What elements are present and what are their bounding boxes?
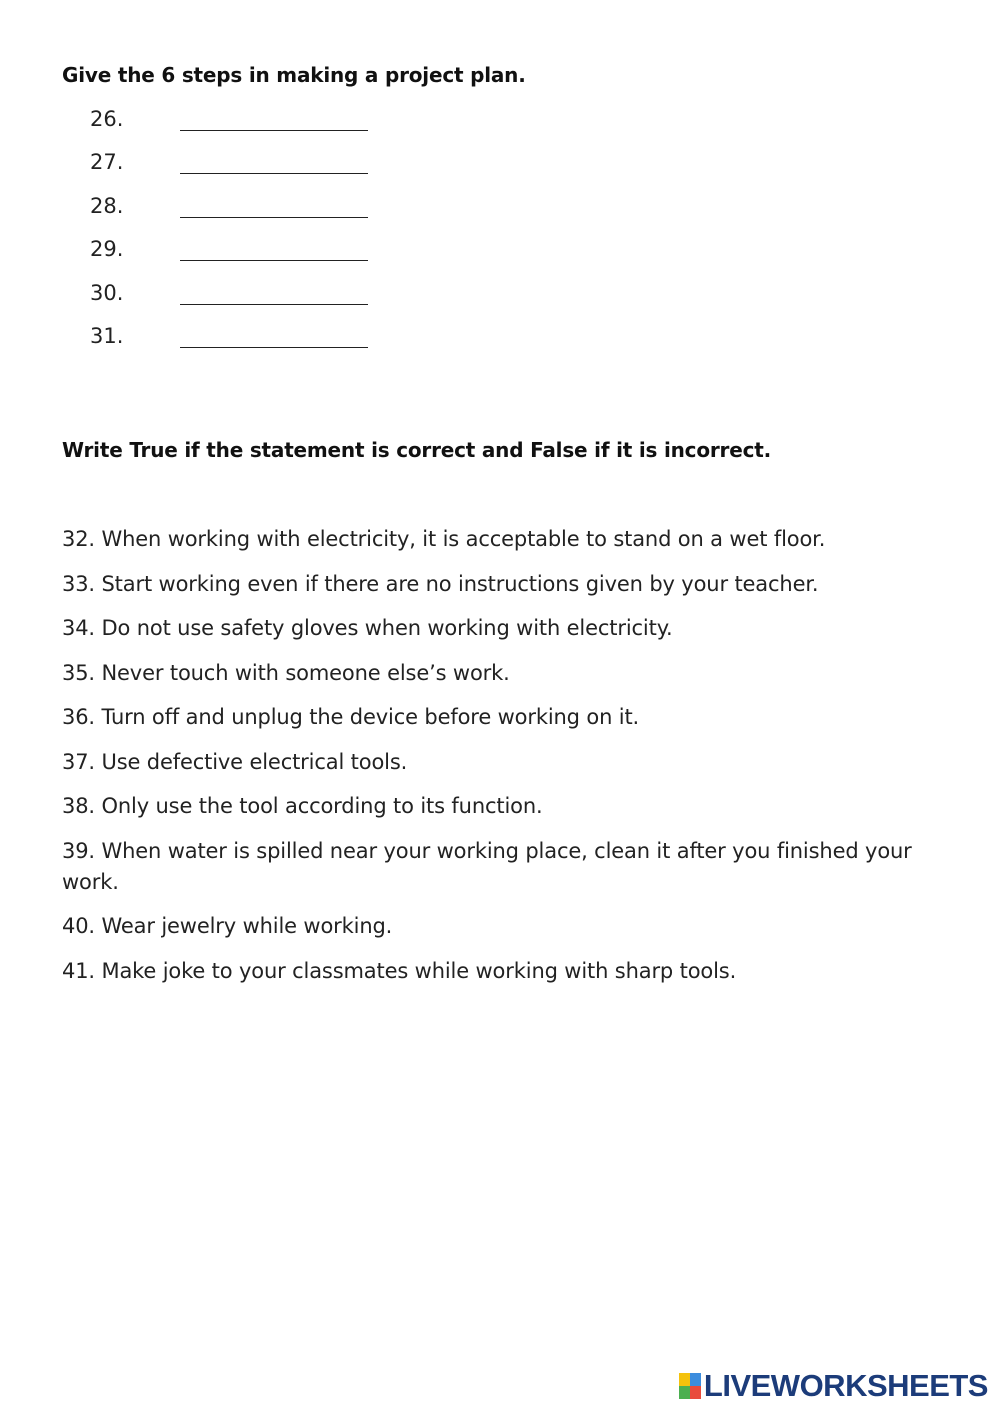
statement-item: 32. When working with electricity, it is acceptable to stand on a wet floor. — [62, 527, 826, 551]
statement-item: 36. Turn off and unplug the device before working on it. — [62, 705, 640, 729]
statement-item: 33. Start working even if there are no instructions given by your teacher. — [62, 571, 819, 596]
answer-blank[interactable] — [180, 324, 368, 348]
project-plan-steps-list — [90, 105, 368, 365]
step-item — [90, 105, 368, 148]
step-number: 26. — [90, 107, 124, 131]
statement-item: 39. When water is spilled near your working place, clean it after you finished your work. — [62, 838, 912, 894]
step-number: 30. — [90, 280, 124, 305]
logo-text: LIVEWORKSHEETS — [703, 1368, 988, 1403]
step-number: 29. — [90, 237, 124, 262]
true-false-statements-list — [62, 524, 942, 1000]
step-number: 27. — [90, 150, 124, 175]
statement-item: 37. Use defective electrical tools. — [62, 749, 408, 774]
answer-blank[interactable] — [180, 107, 368, 131]
step-item — [90, 279, 368, 322]
statement-item: 40. Wear jewelry while working. — [62, 914, 393, 938]
statement-item: 35. Never touch with someone else’s work. — [62, 660, 510, 685]
liveworksheets-logo-icon — [679, 1373, 701, 1399]
answer-blank[interactable] — [180, 150, 368, 174]
answer-blank[interactable] — [180, 281, 368, 305]
statement-item: 41. Make joke to your classmates while working with sharp tools. — [62, 958, 737, 983]
step-item — [90, 322, 368, 365]
section-heading-project-plan: Give the 6 steps in making a project plan. — [62, 63, 526, 87]
section-heading-true-false: Write True if the statement is correct and False if it is incorrect. — [62, 438, 771, 462]
step-number: 28. — [90, 193, 124, 218]
liveworksheets-logo — [679, 1368, 988, 1404]
statement-item: 38. Only use the tool according to its function. — [62, 794, 543, 818]
step-item — [90, 235, 368, 278]
step-item — [90, 192, 368, 235]
step-number: 31. — [90, 323, 124, 348]
statement-item: 34. Do not use safety gloves when working with electricity. — [62, 616, 673, 640]
answer-blank[interactable] — [180, 194, 368, 218]
step-item — [90, 148, 368, 191]
answer-blank[interactable] — [180, 237, 368, 261]
